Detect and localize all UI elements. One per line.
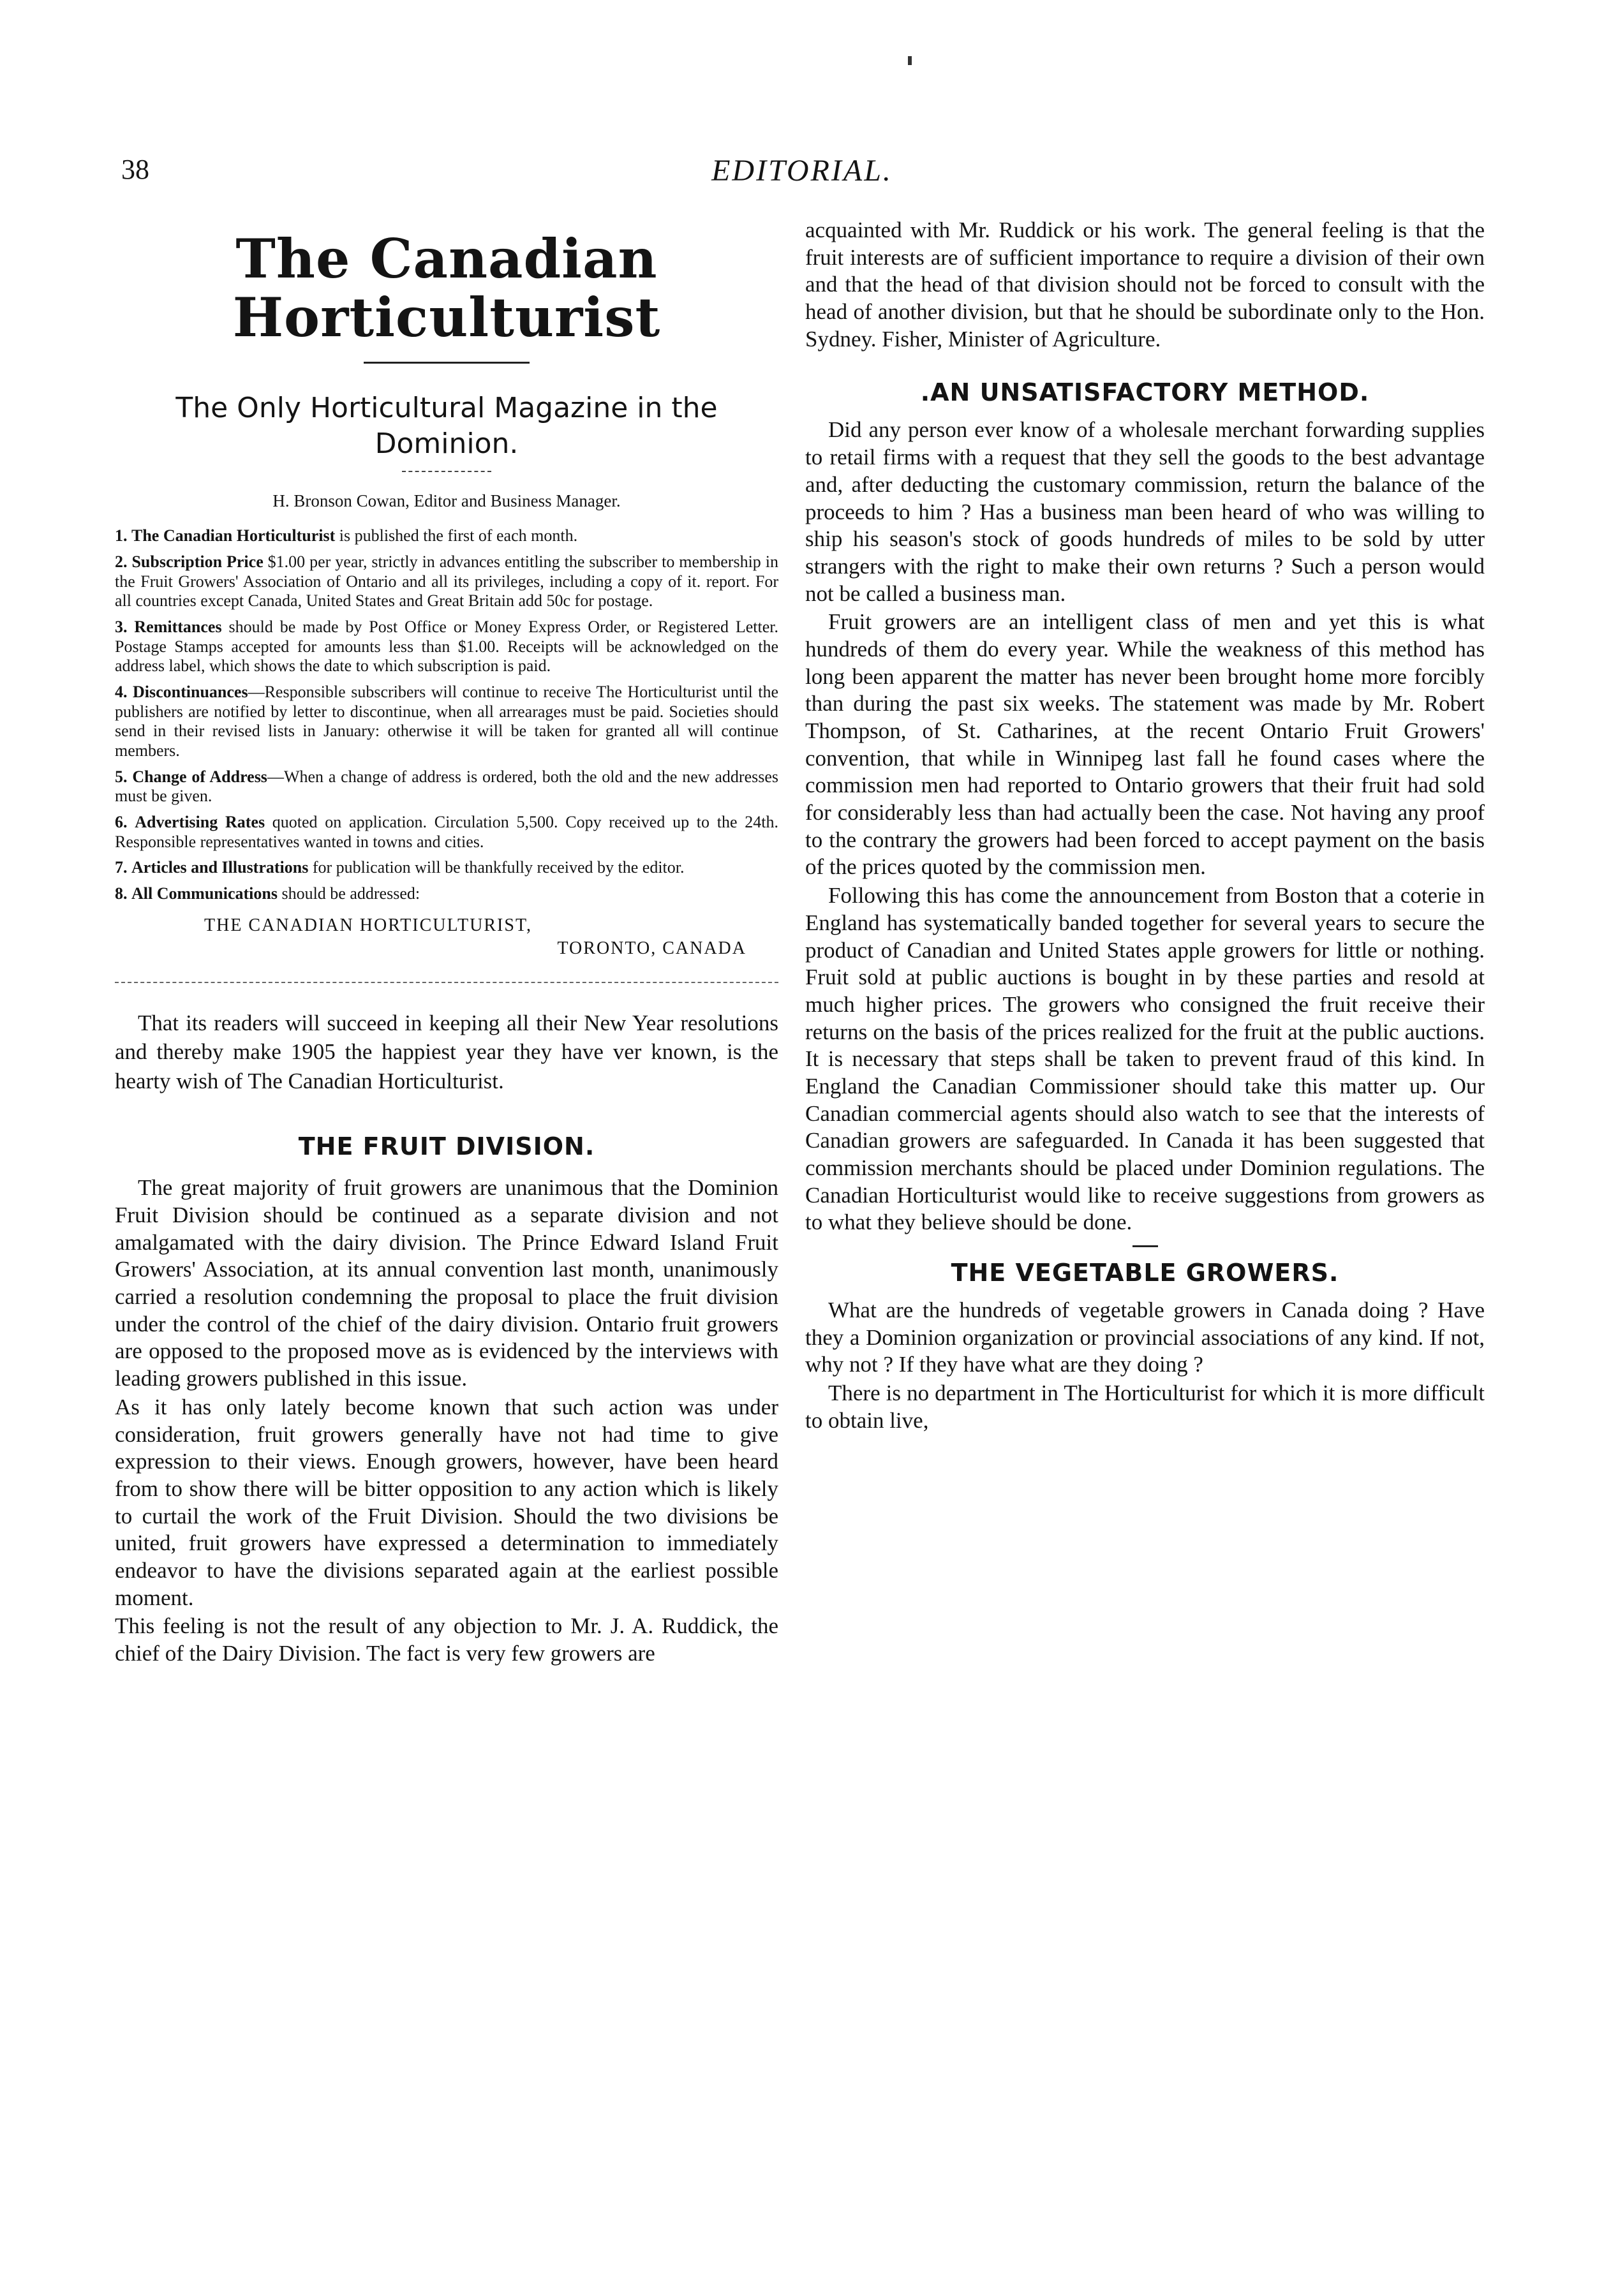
notice-heading: Change of Address [132,767,267,786]
article-paragraph: Did any person ever know of a wholesale merchant forwarding supplies to retail firms with a request that they sell the goods to the best advantage and, after deducting the customary commission, return the balance of the proceeds to him ? Has a business man been heard of who was willing to ship his season's stock of goods hundreds of miles to be sold by utter strangers with the right to make their own returns ? Such a person would not be called a business man. [805,417,1485,606]
notice-item [115,767,778,806]
notice-number: 7. [115,858,128,877]
notice-text: —Responsible subscribers will continue to receive The Horticulturist until the publishers are notified by letter to discontinue, when all arrearages must be paid. Societies should send in their revised lists in January: otherwise it will be taken for granted all will continue members. [115,683,778,760]
article-paragraph: This feeling is not the result of any objection to Mr. J. A. Ruddick, the chief of the Dairy Division. The fact is very few growers are [115,1613,778,1666]
notice-number: 4. [115,683,128,702]
notice-heading: Discontinuances [133,683,248,702]
print-speck [908,56,912,65]
masthead-tagline: The Only Horticultural Magazine in the Dominion. [175,391,718,461]
article-heading: THE FRUIT DIVISION. [298,1132,595,1161]
notice-text: is published the first of each month. [335,526,578,545]
notices-list [115,526,778,903]
notice-item [115,858,778,878]
notice-item [115,618,778,676]
notice-heading: All Communications [131,884,278,903]
section-divider [1132,1245,1158,1247]
notice-number: 8. [115,884,128,903]
page-number: 38 [121,154,149,185]
notice-number: 3. [115,618,128,637]
page-header [0,153,1604,204]
right-column [805,217,1485,1435]
notice-number: 1. [115,526,128,545]
notice-item [115,813,778,852]
running-title: EDITORIAL. [711,154,893,188]
article-paragraph: The great majority of fruit growers are unanimous that the Dominion Fruit Division should be continued as a separate division and not amalgamated with the dairy division. The Prince Edward Island Fruit Growers' Association, at its annual convention last month, unanimously carried a resolution condemning the proposal to place the fruit division under the control of the chief of the dairy division. Ontario fruit growers are opposed to the proposed move as is evidenced by the interviews with leading growers published in this issue. [115,1175,778,1391]
address-line: THE CANADIAN HORTICULTURIST, [204,915,532,935]
left-column [115,217,778,1668]
notice-text: $1.00 per year, strictly in advances entitling the subscriber to membership in the Fruit Growers' Association of Ontario and all its privileges, including a copy of it. report. For all countries except Canada, United States and Great Britain add 50c for postage. [115,552,778,611]
notice-text: —When a change of address is ordered, both the old and the new addresses must be given. [115,767,778,806]
masthead-title: The Canadian Horticulturist [232,227,661,350]
article-paragraph: As it has only lately become known that such action was under consideration, fruit growers generally have not had time to give expression to their views. Enough growers, however, have been heard from to show there will be bitter opposition to any action which is likely to curtail the work of the Fruit Division. Should the two divisions be united, fruit growers have expressed a determination to immediately endeavor to have the divisions separated again at the earliest possible moment. [115,1394,778,1610]
notice-heading: Remittances [134,618,222,637]
tagline-rule [402,471,491,472]
notice-heading: Subscription Price [131,552,264,572]
article-paragraph: Fruit growers are an intelligent class of men and yet this is what hundreds of them do every year. While the weakness of this method has long been apparent the matter has never been brought home more forcibly than during the past six weeks. The statement was made by Mr. Robert Thompson, of St. Catharines, at the recent Ontario Fruit Growers' convention, that while in Winnipeg last fall he found cases where the commission men had reported to Ontario growers that their fruit had sold for considerably less than had actually been the case. Not having any proof to the contrary the growers had been forced to accept payment on the basis of the prices quoted by the commission men. [805,609,1485,880]
section-divider [115,982,778,983]
address-line: TORONTO, CANADA [557,938,746,958]
article-heading: THE VEGETABLE GROWERS. [951,1259,1339,1287]
notice-item [115,884,778,904]
new-year-wish: That its readers will succeed in keeping all their New Year resolutions and thereby make 1905 the happiest year they have ver known, is the hearty wish of The Canadian Horticulturist. [115,1010,778,1093]
notice-number: 2. [115,552,128,572]
notice-number: 5. [115,767,128,786]
notice-heading: Advertising Rates [135,813,265,832]
notice-number: 6. [115,813,128,832]
article-heading: .AN UNSATISFACTORY METHOD. [920,378,1370,407]
notice-text: quoted on application. Circulation 5,500. Copy received up to the 24th. Responsible representatives wanted in towns and cities. [115,813,778,851]
article-paragraph: There is no department in The Horticulturist for which it is more difficult to obtain live, [805,1381,1485,1433]
vegetable-growers-article [805,1259,1485,1434]
notice-heading: Articles and Illustrations [131,858,309,877]
editor-line: H. Bronson Cowan, Editor and Business Manager. [272,491,621,511]
notice-item [115,552,778,611]
unsatisfactory-method-article [805,378,1485,1236]
fruit-division-article [115,1132,778,1667]
notice-item [115,683,778,761]
notice-item [115,526,778,546]
notice-heading: The Canadian Horticulturist [131,526,336,545]
mailing-address [115,915,778,959]
notice-text: should be made by Post Office or Money Express Order, or Registered Letter. Postage Stamps accepted for amounts less than $1.00. Receipts will be acknowledged on the address label, which shows the date to which subscription is paid. [115,618,778,676]
article-paragraph: Following this has come the announcement from Boston that a coterie in England has systematically banded together for several years to secure the product of Canadian and United States apple growers for little or nothing. Fruit sold at public auctions is bought in by these parties and resold at much higher prices. The growers who consigned the fruit receive their returns on the basis of the prices realized for the fruit at the public auctions. It is necessary that steps shall be taken to prevent fraud of this kind. In England the Canadian Commissioner should take this matter up. Our Canadian commercial agents should also watch to see that the interests of Canadian growers are safeguarded. In Canada it has been suggested that commission merchants should be placed under Dominion regulations. The Canadian Horticulturist would like to receive suggestions from growers as to what they believe should be done. [805,883,1485,1235]
article-paragraph: What are the hundreds of vegetable growers in Canada doing ? Have they a Dominion organization or provincial associations of any kind. If not, why not ? If they have what are they doing ? [805,1298,1485,1377]
masthead-rule [364,362,530,364]
notice-text: for publication will be thankfully received by the editor. [308,858,685,877]
notice-text: should be addressed: [277,884,420,903]
article-continuation: acquainted with Mr. Ruddick or his work. The general feeling is that the fruit interests are of sufficient importance to require a division of their own and that the head of that division should not be forced to consult with the head of another division, but that he should be subordinate only to the Hon. Sydney. Fisher, Minister of Agriculture. [805,218,1485,352]
